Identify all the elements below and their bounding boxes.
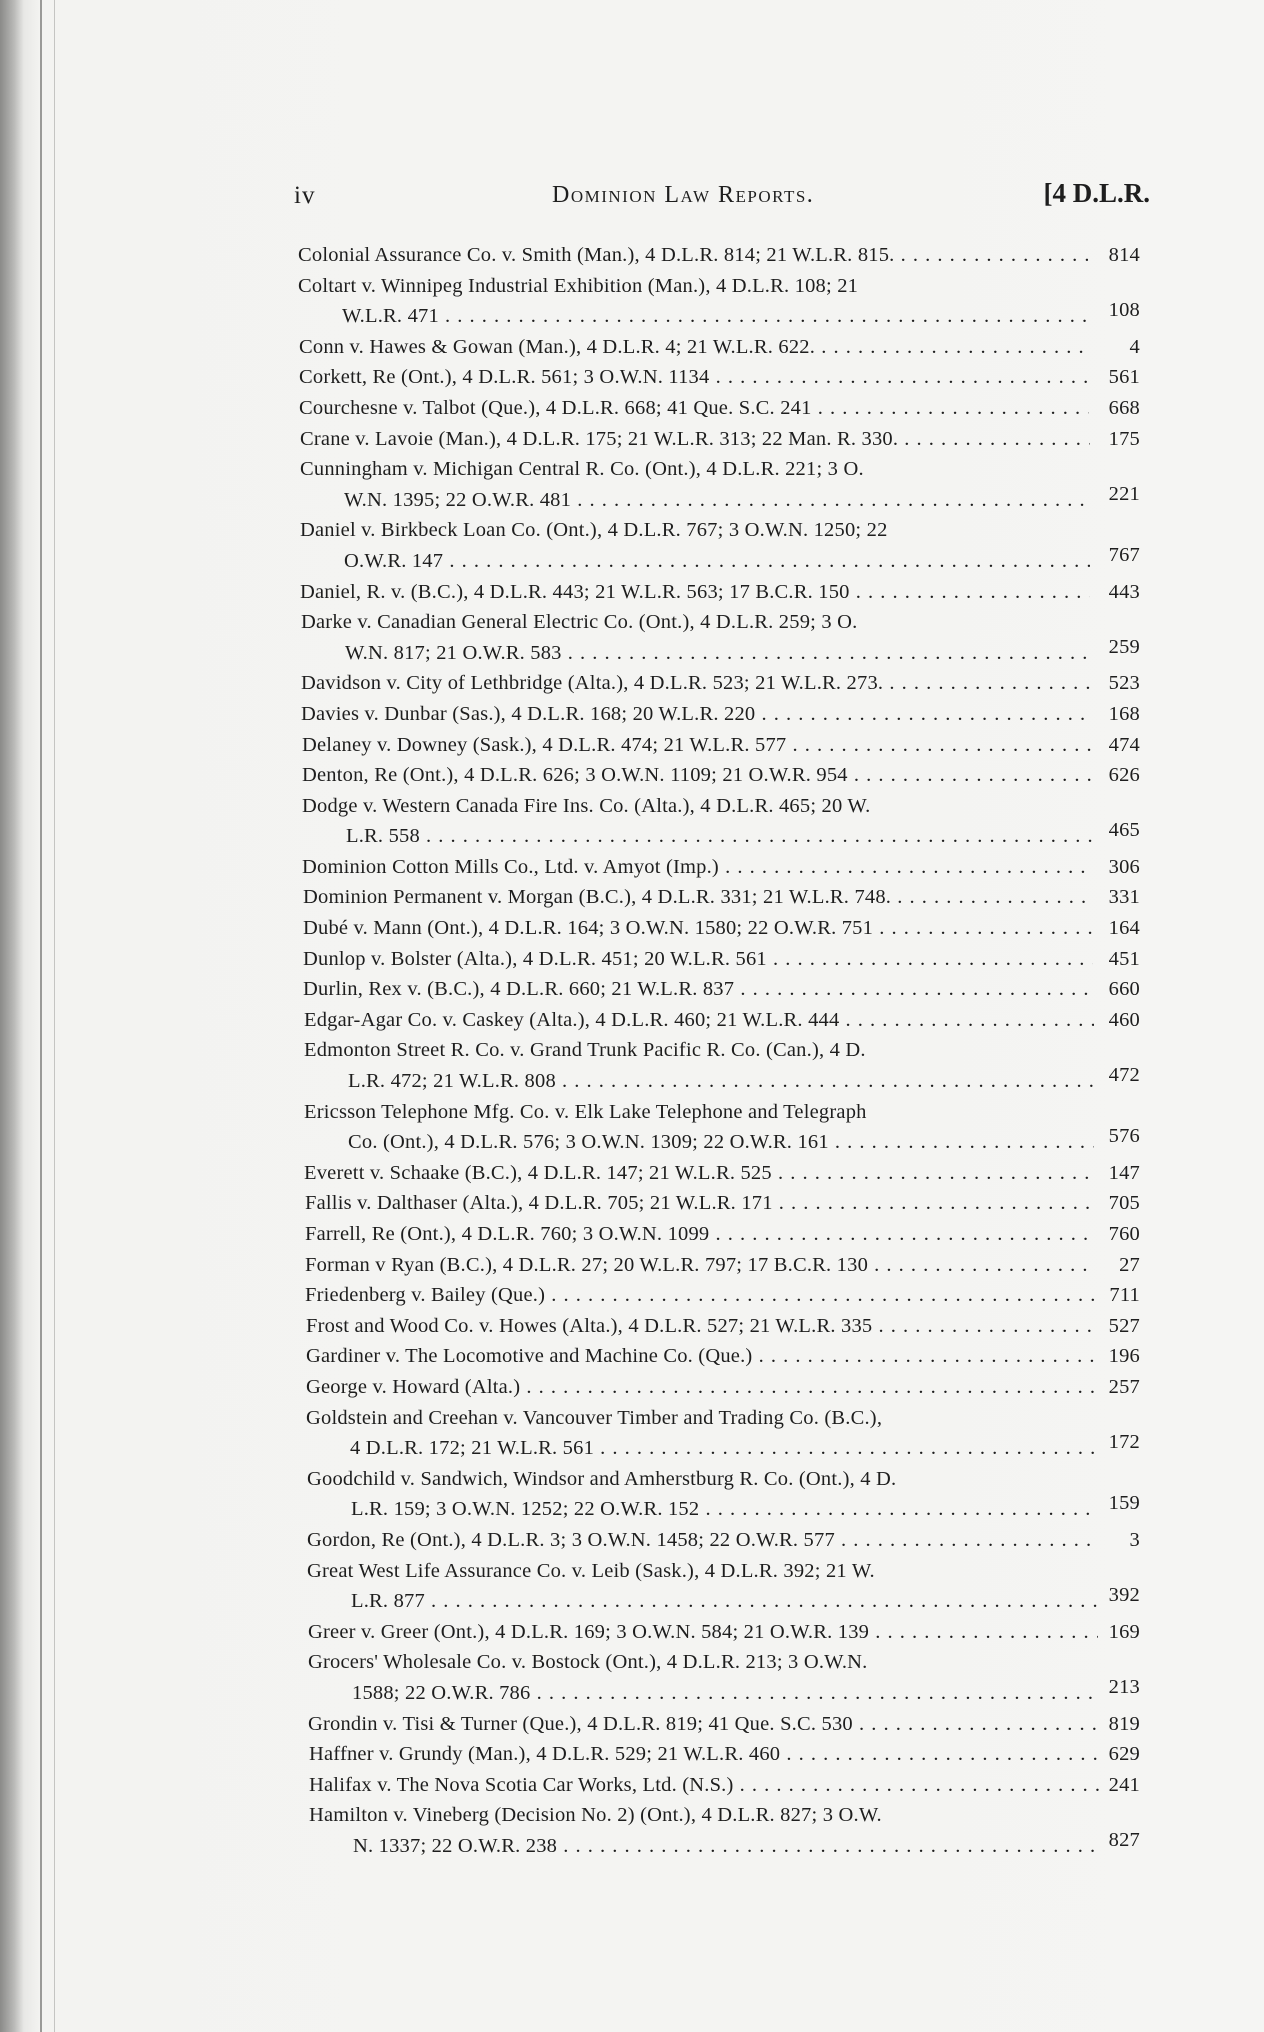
dot-leader bbox=[530, 1682, 1098, 1704]
case-entry bbox=[298, 791, 1148, 852]
dot-leader bbox=[835, 1529, 1097, 1551]
citation-text: L.R. 159; 3 O.W.N. 1252; 22 O.W.R. 152 bbox=[351, 1498, 700, 1521]
citation-text: Dubé v. Mann (Ont.), 4 D.L.R. 164; 3 O.W.N. 1580; 22 O.W.R. 751 bbox=[303, 917, 874, 940]
citation-text: Daniel v. Birkbeck Loan Co. (Ont.), 4 D.L.R. 767; 3 O.W.N. 1250; 22 bbox=[300, 519, 888, 542]
case-entry bbox=[298, 852, 1148, 883]
page-reference: 4 bbox=[1129, 335, 1140, 358]
dot-leader bbox=[594, 1437, 1096, 1459]
citation-text: Farrell, Re (Ont.), 4 D.L.R. 760; 3 O.W.N. 1099 bbox=[305, 1223, 710, 1245]
dot-leader bbox=[853, 1713, 1098, 1735]
citation-text: Gordon, Re (Ont.), 4 D.L.R. 3; 3 O.W.N. 1458; 22 O.W.R. 577 bbox=[307, 1528, 835, 1551]
page-reference: 626 bbox=[1108, 764, 1140, 787]
page-reference: 27 bbox=[1119, 1253, 1140, 1276]
dot-leader bbox=[772, 1162, 1094, 1184]
citation-text: Gardiner v. The Locomotive and Machine Co. (Que.) bbox=[306, 1345, 753, 1368]
case-entry bbox=[298, 1739, 1148, 1770]
dot-leader bbox=[812, 397, 1089, 419]
dot-leader bbox=[873, 917, 1093, 939]
citation-text: Dominion Cotton Mills Co., Ltd. v. Amyot (Imp.) bbox=[302, 855, 719, 878]
case-entry bbox=[298, 240, 1148, 271]
citation-text: Frost and Wood Co. v. Howes (Alta.), 4 D.L.R. 527; 21 W.L.R. 335 bbox=[306, 1314, 873, 1337]
citation-text: Durlin, Rex v. (B.C.), 4 D.L.R. 660; 21 W.L.R. 837 bbox=[303, 978, 735, 1001]
citation-text: O.W.R. 147 bbox=[344, 549, 444, 572]
citation-text: Greer v. Greer (Ont.), 4 D.L.R. 169; 3 O.W.N. 584; 21 O.W.R. 139 bbox=[308, 1620, 870, 1643]
dot-leader bbox=[850, 581, 1090, 603]
dot-leader bbox=[557, 1835, 1099, 1857]
citation-text: Davies v. Dunbar (Sas.), 4 D.L.R. 168; 20 W.L.R. 220 bbox=[301, 702, 756, 725]
case-citation bbox=[301, 607, 1091, 638]
dot-leader bbox=[786, 734, 1092, 756]
page-reference: 465 bbox=[1108, 819, 1140, 842]
dot-leader bbox=[545, 1284, 1095, 1306]
citation-text: George v. Howard (Alta.) bbox=[306, 1375, 521, 1398]
case-entry bbox=[298, 699, 1148, 730]
case-entry bbox=[298, 607, 1148, 668]
page-reference: 660 bbox=[1108, 978, 1140, 1001]
citation-text: Crane v. Lavoie (Man.), 4 D.L.R. 175; 21 W.L.R. 313; 22 Man. R. 330. bbox=[300, 427, 899, 450]
case-entry bbox=[298, 944, 1148, 975]
case-citation-continued bbox=[302, 821, 1092, 852]
citation-text: Corkett, Re (Ont.), 4 D.L.R. 561; 3 O.W.N. 1134 bbox=[299, 366, 710, 389]
case-citation-continued bbox=[306, 1433, 1096, 1464]
case-entry bbox=[298, 760, 1148, 791]
case-citation bbox=[304, 1158, 1094, 1189]
page-reference: 259 bbox=[1108, 635, 1140, 658]
case-citation bbox=[306, 1341, 1096, 1372]
citation-text: Dominion Permanent v. Morgan (B.C.), 4 D.L.R. 331; 21 W.L.R. 748. bbox=[303, 886, 892, 909]
case-citation bbox=[302, 852, 1092, 883]
dot-leader bbox=[898, 428, 1090, 450]
case-citation bbox=[303, 882, 1093, 913]
case-entry bbox=[298, 271, 1148, 332]
case-citation bbox=[305, 1280, 1095, 1311]
dot-leader bbox=[734, 978, 1093, 1000]
case-entry bbox=[298, 362, 1148, 393]
case-citation bbox=[303, 913, 1093, 944]
page-reference: 819 bbox=[1108, 1712, 1140, 1735]
page-reference: 711 bbox=[1109, 1284, 1140, 1307]
case-citation-continued bbox=[308, 1678, 1098, 1709]
case-citation-continued bbox=[300, 546, 1090, 577]
case-citation-continued bbox=[304, 1127, 1094, 1158]
page-reference: 474 bbox=[1108, 733, 1140, 756]
citation-text: Conn v. Hawes & Gowan (Man.), 4 D.L.R. 4; 21 W.L.R. 622. bbox=[299, 335, 816, 358]
case-entry bbox=[298, 1097, 1148, 1158]
page-reference: 257 bbox=[1108, 1375, 1140, 1398]
page-reference: 760 bbox=[1108, 1223, 1140, 1245]
case-entry bbox=[298, 1250, 1148, 1281]
citation-text: Grocers' Wholesale Co. v. Bostock (Ont.), 4 D.L.R. 213; 3 O.W.N. bbox=[308, 1651, 868, 1674]
page-reference: 241 bbox=[1108, 1773, 1140, 1796]
case-entry bbox=[298, 454, 1148, 515]
dot-leader bbox=[752, 1345, 1096, 1367]
page-reference: 221 bbox=[1108, 482, 1140, 505]
case-citation bbox=[307, 1525, 1097, 1556]
dot-leader bbox=[755, 703, 1091, 725]
page-edge-line bbox=[54, 0, 55, 2032]
dot-leader bbox=[780, 1743, 1099, 1765]
case-citation bbox=[300, 577, 1090, 608]
case-citation bbox=[302, 760, 1092, 791]
citation-text: Dunlop v. Bolster (Alta.), 4 D.L.R. 451; 20 W.L.R. 561 bbox=[303, 947, 767, 970]
page-reference: 392 bbox=[1108, 1584, 1140, 1607]
citation-text: 1588; 22 O.W.R. 786 bbox=[352, 1681, 531, 1704]
case-entry bbox=[298, 1341, 1148, 1372]
citation-text: N. 1337; 22 O.W.R. 238 bbox=[353, 1834, 558, 1857]
case-entry bbox=[298, 1158, 1148, 1189]
volume-label: [4 D.L.R. bbox=[1043, 178, 1150, 208]
dot-leader bbox=[868, 1254, 1095, 1276]
running-title: Dominion Law Reports. bbox=[552, 182, 815, 208]
citation-text: W.L.R. 471 bbox=[342, 305, 439, 328]
case-entry bbox=[298, 515, 1148, 576]
dot-leader bbox=[891, 886, 1093, 908]
case-entry bbox=[298, 1372, 1148, 1403]
case-entry bbox=[298, 1188, 1148, 1219]
page-reference: 168 bbox=[1108, 702, 1140, 725]
citation-text: Co. (Ont.), 4 D.L.R. 576; 3 O.W.N. 1309; 22 O.W.R. 161 bbox=[348, 1131, 829, 1154]
case-citation bbox=[301, 699, 1091, 730]
case-citation-continued bbox=[300, 485, 1090, 516]
citation-text: Davidson v. City of Lethbridge (Alta.), 4 D.L.R. 523; 21 W.L.R. 273. bbox=[301, 672, 884, 695]
case-citation bbox=[304, 1035, 1094, 1066]
dot-leader bbox=[709, 366, 1089, 388]
dot-leader bbox=[709, 1223, 1095, 1245]
dot-leader bbox=[571, 489, 1090, 511]
case-citation bbox=[300, 424, 1090, 455]
citation-text: Hamilton v. Vineberg (Decision No. 2) (Ont.), 4 D.L.R. 827; 3 O.W. bbox=[309, 1804, 882, 1827]
citation-text: Great West Life Assurance Co. v. Leib (Sask.), 4 D.L.R. 392; 21 W. bbox=[307, 1559, 875, 1582]
page-reference: 108 bbox=[1108, 299, 1140, 322]
citation-text: W.N. 817; 21 O.W.R. 583 bbox=[345, 641, 562, 664]
case-citation bbox=[307, 1464, 1097, 1495]
case-citation bbox=[302, 791, 1092, 822]
case-entry bbox=[298, 1617, 1148, 1648]
case-entry bbox=[298, 974, 1148, 1005]
citation-text: L.R. 558 bbox=[346, 825, 420, 848]
dot-leader bbox=[869, 1621, 1098, 1643]
case-citation bbox=[300, 515, 1090, 546]
dot-leader bbox=[556, 1070, 1094, 1092]
page-reference: 451 bbox=[1108, 947, 1140, 970]
case-entry bbox=[298, 577, 1148, 608]
case-citation bbox=[298, 271, 1088, 302]
citation-text: Colonial Assurance Co. v. Smith (Man.), 4 D.L.R. 814; 21 W.L.R. 815. bbox=[298, 244, 895, 266]
page-reference: 523 bbox=[1108, 672, 1140, 695]
case-citation-continued bbox=[304, 1066, 1094, 1097]
case-entry bbox=[298, 882, 1148, 913]
dot-leader bbox=[439, 305, 1088, 327]
page-reference: 164 bbox=[1108, 917, 1140, 940]
dot-leader bbox=[719, 856, 1092, 878]
case-citation bbox=[299, 362, 1089, 393]
case-citation bbox=[304, 1097, 1094, 1128]
case-index-list bbox=[298, 240, 1148, 1861]
dot-leader bbox=[420, 825, 1092, 847]
citation-text: Delaney v. Downey (Sask.), 4 D.L.R. 474; 21 W.L.R. 577 bbox=[302, 733, 787, 756]
document-page bbox=[290, 170, 1152, 1857]
page-reference: 306 bbox=[1108, 855, 1140, 878]
citation-text: Cunningham v. Michigan Central R. Co. (Ont.), 4 D.L.R. 221; 3 O. bbox=[300, 458, 864, 481]
page-reference: 196 bbox=[1108, 1345, 1140, 1368]
case-entry bbox=[298, 1403, 1148, 1464]
citation-text: Friedenberg v. Bailey (Que.) bbox=[305, 1284, 546, 1307]
case-citation bbox=[300, 454, 1090, 485]
case-entry bbox=[298, 1311, 1148, 1342]
dot-leader bbox=[699, 1498, 1097, 1520]
citation-text: Edmonton Street R. Co. v. Grand Trunk Pacific R. Co. (Can.), 4 D. bbox=[304, 1039, 866, 1062]
case-citation bbox=[309, 1739, 1099, 1770]
case-citation bbox=[306, 1372, 1096, 1403]
citation-text: Fallis v. Dalthaser (Alta.), 4 D.L.R. 705; 21 W.L.R. 171 bbox=[305, 1192, 773, 1215]
case-entry bbox=[298, 1525, 1148, 1556]
case-entry bbox=[298, 1709, 1148, 1740]
case-entry bbox=[298, 730, 1148, 761]
citation-text: Haffner v. Grundy (Man.), 4 D.L.R. 529; 21 W.L.R. 460 bbox=[309, 1743, 781, 1766]
case-citation-continued bbox=[301, 638, 1091, 669]
case-citation bbox=[304, 1005, 1094, 1036]
dot-leader bbox=[520, 1376, 1096, 1398]
case-entry bbox=[298, 393, 1148, 424]
case-citation bbox=[306, 1311, 1096, 1342]
case-entry bbox=[298, 913, 1148, 944]
case-citation bbox=[308, 1647, 1098, 1678]
case-entry bbox=[298, 1770, 1148, 1801]
page-edge-shadow bbox=[40, 0, 42, 2032]
dot-leader bbox=[773, 1192, 1095, 1214]
dot-leader bbox=[443, 550, 1090, 572]
case-citation-continued bbox=[307, 1586, 1097, 1617]
page-reference: 827 bbox=[1108, 1828, 1140, 1851]
citation-text: Darke v. Canadian General Electric Co. (Ont.), 4 D.L.R. 259; 3 O. bbox=[301, 611, 858, 634]
page-reference: 443 bbox=[1108, 580, 1140, 603]
page-reference: 629 bbox=[1108, 1743, 1140, 1766]
dot-leader bbox=[815, 336, 1089, 358]
case-citation-continued bbox=[298, 301, 1088, 332]
case-entry bbox=[298, 1800, 1148, 1861]
citation-text: Halifax v. The Nova Scotia Car Works, Ltd. (N.S.) bbox=[309, 1773, 734, 1796]
citation-text: Ericsson Telephone Mfg. Co. v. Elk Lake Telephone and Telegraph bbox=[304, 1100, 867, 1123]
citation-text: Daniel, R. v. (B.C.), 4 D.L.R. 443; 21 W.L.R. 563; 17 B.C.R. 150 bbox=[300, 580, 850, 603]
case-citation bbox=[307, 1556, 1097, 1587]
dot-leader bbox=[425, 1590, 1097, 1612]
case-entry bbox=[298, 1219, 1148, 1250]
case-citation bbox=[298, 240, 1088, 271]
citation-text: 4 D.L.R. 172; 21 W.L.R. 561 bbox=[350, 1437, 595, 1460]
case-citation bbox=[299, 332, 1089, 363]
case-citation bbox=[305, 1250, 1095, 1281]
citation-text: Courchesne v. Talbot (Que.), 4 D.L.R. 668; 41 Que. S.C. 241 bbox=[299, 396, 812, 419]
dot-leader bbox=[839, 1009, 1094, 1031]
case-entry bbox=[298, 1005, 1148, 1036]
page-reference: 213 bbox=[1108, 1675, 1140, 1698]
citation-text: L.R. 472; 21 W.L.R. 808 bbox=[348, 1070, 556, 1093]
case-citation bbox=[302, 730, 1092, 761]
page-reference: 527 bbox=[1108, 1314, 1140, 1337]
citation-text: Forman v Ryan (B.C.), 4 D.L.R. 27; 20 W.L.R. 797; 17 B.C.R. 130 bbox=[305, 1253, 869, 1276]
case-entry bbox=[298, 668, 1148, 699]
case-citation bbox=[303, 974, 1093, 1005]
dot-leader bbox=[734, 1774, 1099, 1796]
citation-text: Edgar-Agar Co. v. Caskey (Alta.), 4 D.L.R. 460; 21 W.L.R. 444 bbox=[304, 1008, 840, 1031]
page-reference: 668 bbox=[1108, 396, 1140, 419]
page-reference: 767 bbox=[1108, 543, 1140, 566]
case-entry bbox=[298, 1647, 1148, 1708]
case-citation bbox=[306, 1403, 1096, 1434]
case-entry bbox=[298, 1280, 1148, 1311]
page-reference: 172 bbox=[1108, 1431, 1140, 1454]
case-citation-continued bbox=[309, 1831, 1099, 1862]
case-citation bbox=[303, 944, 1093, 975]
case-entry bbox=[298, 424, 1148, 455]
page-reference: 814 bbox=[1108, 244, 1140, 266]
page-reference: 159 bbox=[1108, 1492, 1140, 1515]
case-citation bbox=[309, 1800, 1099, 1831]
citation-text: Goodchild v. Sandwich, Windsor and Amherstburg R. Co. (Ont.), 4 D. bbox=[307, 1467, 897, 1490]
page-reference: 472 bbox=[1108, 1064, 1140, 1087]
dot-leader bbox=[767, 948, 1093, 970]
case-citation bbox=[301, 668, 1091, 699]
page-reference: 169 bbox=[1108, 1620, 1140, 1643]
dot-leader bbox=[872, 1315, 1096, 1337]
dot-leader bbox=[848, 764, 1092, 786]
citation-text: Dodge v. Western Canada Fire Ins. Co. (Alta.), 4 D.L.R. 465; 20 W. bbox=[302, 794, 871, 817]
page-reference: 331 bbox=[1108, 886, 1140, 909]
case-citation bbox=[305, 1219, 1095, 1250]
citation-text: Goldstein and Creehan v. Vancouver Timber and Trading Co. (B.C.), bbox=[306, 1406, 883, 1429]
dot-leader bbox=[895, 244, 1088, 266]
dot-leader bbox=[562, 642, 1091, 664]
citation-text: Grondin v. Tisi & Turner (Que.), 4 D.L.R. 819; 41 Que. S.C. 530 bbox=[308, 1712, 853, 1735]
page-reference: 576 bbox=[1108, 1125, 1140, 1148]
citation-text: Coltart v. Winnipeg Industrial Exhibition (Man.), 4 D.L.R. 108; 21 bbox=[298, 274, 859, 297]
case-entry bbox=[298, 1464, 1148, 1525]
case-entry bbox=[298, 1035, 1148, 1096]
running-header bbox=[290, 170, 1152, 230]
case-citation bbox=[309, 1770, 1099, 1801]
page-numeral: iv bbox=[294, 182, 316, 209]
case-citation-continued bbox=[307, 1494, 1097, 1525]
citation-text: L.R. 877 bbox=[351, 1590, 425, 1613]
dot-leader bbox=[829, 1131, 1094, 1153]
case-citation bbox=[299, 393, 1089, 424]
case-entry bbox=[298, 332, 1148, 363]
case-entry bbox=[298, 1556, 1148, 1617]
citation-text: Everett v. Schaake (B.C.), 4 D.L.R. 147; 21 W.L.R. 525 bbox=[304, 1161, 772, 1184]
page-reference: 3 bbox=[1129, 1528, 1140, 1551]
page-reference: 561 bbox=[1108, 366, 1140, 389]
citation-text: W.N. 1395; 22 O.W.R. 481 bbox=[344, 488, 572, 511]
citation-text: Denton, Re (Ont.), 4 D.L.R. 626; 3 O.W.N. 1109; 21 O.W.R. 954 bbox=[302, 764, 848, 787]
page-reference: 460 bbox=[1108, 1008, 1140, 1031]
case-citation bbox=[308, 1709, 1098, 1740]
page-reference: 147 bbox=[1108, 1161, 1140, 1184]
case-citation bbox=[305, 1188, 1095, 1219]
dot-leader bbox=[883, 672, 1091, 694]
case-citation bbox=[308, 1617, 1098, 1648]
page-reference: 175 bbox=[1108, 427, 1140, 450]
page-reference: 705 bbox=[1108, 1192, 1140, 1215]
